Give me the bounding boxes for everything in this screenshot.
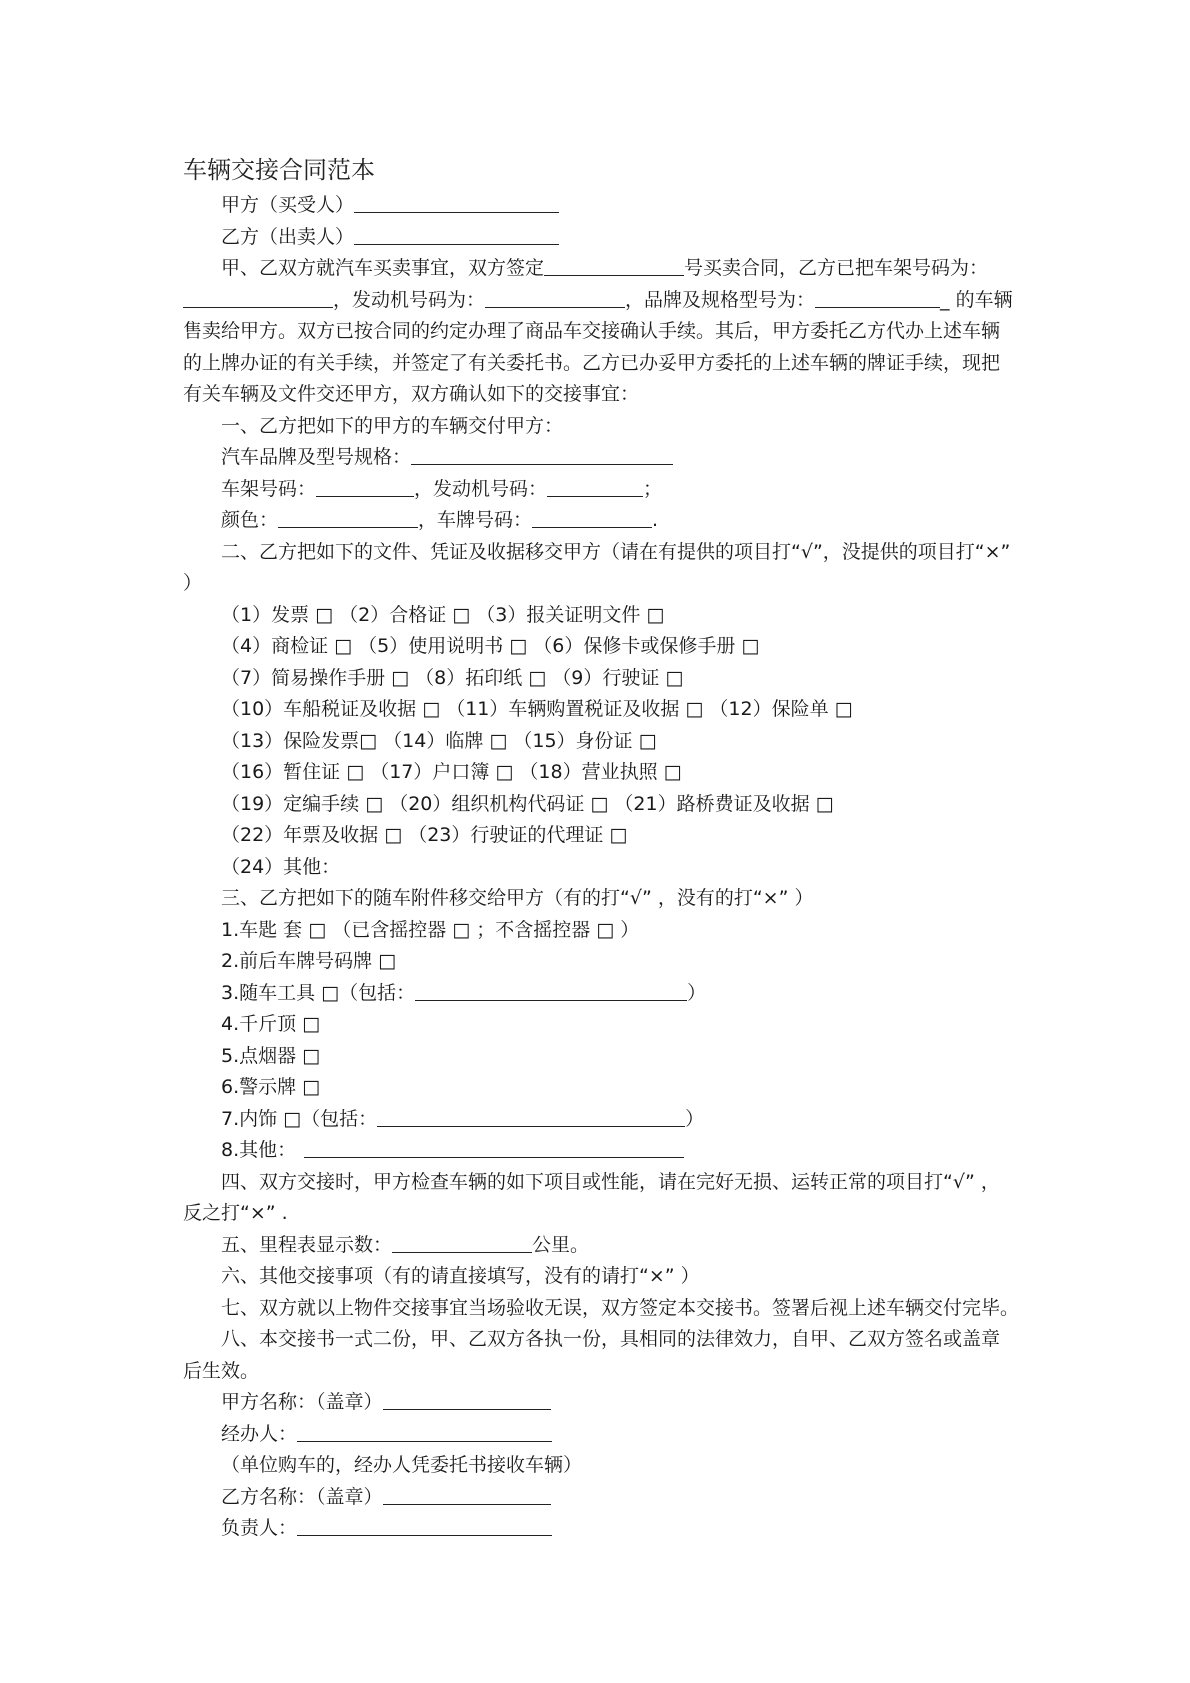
section-2-title: 二、乙方把如下的文件、凭证及收据移交甲方（请在有提供的项目打“√”，没提供的项目打“×” ） [183, 540, 1011, 594]
doc-list-item[interactable]: （7）简易操作手册 □ （8）拓印纸 □ （9）行驶证 □ [221, 666, 684, 689]
accessory-other-line[interactable] [183, 1135, 1018, 1167]
frame-engine-line [183, 474, 1018, 506]
doc-list-item[interactable]: （19）定编手续 □ （20）组织机构代码证 □ （21）路桥费证及收据 □ [221, 792, 834, 815]
model-label: 汽车品牌及型号规格： [221, 446, 412, 468]
sign-note: （单位购车的，经办人凭委托书接收车辆） [221, 1454, 583, 1476]
accessory-interior-label: 7.内饰 □（包括： [221, 1107, 378, 1130]
sign-a-agent-line [183, 1419, 1018, 1451]
semicolon: ； [643, 477, 663, 500]
section-3-title: 三、乙方把如下的随车附件移交给甲方（有的打“√” ，没有的打“×” ） [221, 887, 814, 909]
sign-b-name-blank[interactable] [383, 1484, 551, 1505]
contract-page [183, 152, 1018, 1545]
frame-blank[interactable] [316, 476, 414, 497]
interior-blank[interactable] [377, 1106, 685, 1127]
accessory-tools-close: ） [687, 981, 707, 1004]
plate-label: ，车牌号码： [418, 509, 533, 531]
document-title: 车辆交接合同范本 [183, 156, 375, 184]
intro-part-1: 甲、乙双方就汽车买卖事宜，双方签定 [221, 257, 545, 279]
odometer-blank[interactable] [392, 1232, 532, 1253]
model-blank[interactable] [411, 444, 673, 465]
sign-a-name-blank[interactable] [383, 1389, 551, 1410]
accessory-item[interactable]: 6.警示牌 □ [221, 1076, 321, 1098]
doc-list-item[interactable]: （22）年票及收据 □ （23）行驶证的代理证 □ [221, 824, 628, 846]
doc-list-item[interactable]: （10）车船税证及收据 □ （11）车辆购置税证及收据 □ （12）保险单 □ [221, 698, 853, 720]
other-blank[interactable] [304, 1137, 684, 1158]
accessory-item[interactable]: 2.前后车牌号码牌 □ [221, 950, 397, 972]
sign-a-agent-blank[interactable] [297, 1421, 552, 1442]
frame-label: 车架号码： [221, 477, 317, 500]
color-label: 颜色： [221, 509, 279, 531]
contract-number-blank[interactable] [544, 255, 684, 276]
section-4: 四、双方交接时，甲方检查车辆的如下项目或性能，请在完好无损、运转正常的项目打“√” ，反之打“×” . [183, 1170, 1000, 1224]
accessory-item[interactable]: 5.点烟器 □ [221, 1044, 321, 1067]
sign-b-resp-line [183, 1513, 1018, 1545]
doc-list-item[interactable]: （16）暂住证 □ （17）户口簿 □ （18）营业执照 □ [221, 761, 682, 783]
party-a-label: 甲方（买受人） [221, 194, 355, 216]
doc-list-item[interactable]: （24）其他： [221, 855, 341, 878]
sign-a-name-label: 甲方名称：（盖章） [221, 1391, 383, 1413]
accessory-other-label: 8.其他： [221, 1139, 297, 1161]
engine-blank[interactable] [547, 476, 643, 497]
model-line [183, 442, 1018, 474]
accessory-interior-line[interactable] [183, 1104, 1018, 1136]
plate-blank[interactable] [532, 507, 652, 528]
color-plate-line [183, 505, 1018, 537]
sign-b-resp-label: 负责人： [221, 1517, 298, 1539]
sign-b-resp-blank[interactable] [297, 1515, 552, 1536]
sign-a-name-line [183, 1387, 1018, 1419]
accessory-tools-line[interactable] [183, 978, 1018, 1010]
section-8: 八、本交接书一式二份，甲、乙双方各执一份，具相同的法律效力，自甲、乙双方签名或盖章后生效。 [183, 1328, 1001, 1382]
section-7: 七、双方就以上物件交接事宜当场验收无误，双方签定本交接书。签署后视上述车辆交付完毕。 [221, 1296, 1020, 1319]
sign-b-name-line [183, 1482, 1018, 1514]
accessory-item[interactable]: 4.千斤顶 □ [221, 1013, 321, 1035]
section-5-line [183, 1230, 1018, 1262]
engine-label: ，发动机号码： [414, 477, 548, 500]
color-blank[interactable] [278, 507, 418, 528]
tools-blank[interactable] [415, 980, 687, 1001]
party-a-blank[interactable] [354, 192, 559, 213]
section-6: 六、其他交接事项（有的请直接填写，没有的请打“×” ） [221, 1265, 700, 1287]
intro-paragraph [183, 253, 1018, 411]
intro-part-4: ，品牌及规格型号为： [625, 288, 816, 311]
intro-part-5: _ 的车辆售卖给甲方。双方已按合同的约定办理了商品车交接确认手续。其后，甲方委托乙方代办上述车辆的上牌办证的有关手续，并签定了有关委托书。乙方已办妥甲方委托的上述车辆的牌证手续，现把有关车辆及文件交还甲方，双方确认如下的交接事宜： [183, 288, 1013, 405]
party-b-label: 乙方（出卖人） [221, 225, 355, 248]
period: . [652, 509, 659, 531]
section-1-title: 一、乙方把如下的甲方的车辆交付甲方： [221, 414, 564, 437]
intro-part-3: ，发动机号码为： [333, 288, 486, 311]
accessory-item[interactable]: 1.车匙 套 □ （已含摇控器 □ ；不含摇控器 □ ） [221, 918, 640, 941]
frame-number-blank[interactable] [183, 287, 333, 308]
odometer-label: 五、里程表显示数： [221, 1233, 393, 1256]
party-a-line [183, 190, 1018, 222]
model-spec-blank[interactable] [815, 287, 940, 308]
doc-list-item[interactable]: （13）保险发票□ （14）临牌 □ （15）身份证 □ [221, 729, 657, 752]
doc-list-item[interactable]: （1）发票 □ （2）合格证 □ （3）报关证明文件 □ [221, 603, 665, 626]
sign-a-agent-label: 经办人： [221, 1422, 298, 1445]
odometer-unit: 公里。 [532, 1233, 590, 1256]
engine-number-blank[interactable] [485, 287, 625, 308]
accessory-tools-label: 3.随车工具 □（包括： [221, 981, 416, 1004]
intro-part-2: 号买卖合同，乙方已把车架号码为： [684, 257, 989, 279]
sign-b-name-label: 乙方名称：（盖章） [221, 1485, 383, 1508]
accessory-interior-close: ） [685, 1107, 705, 1130]
doc-list-item[interactable]: （4）商检证 □ （5）使用说明书 □ （6）保修卡或保修手册 □ [221, 635, 760, 657]
party-b-line [183, 222, 1018, 254]
party-b-blank[interactable] [354, 224, 559, 245]
